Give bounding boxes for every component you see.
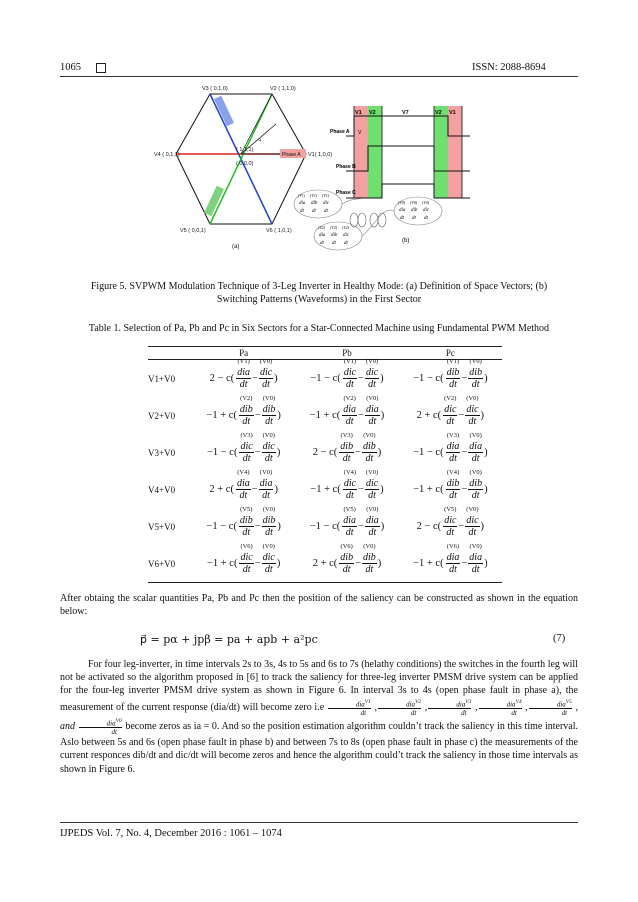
formula-pa: 2 + c( (V4) dia dt − (V0) dia dt ) [209,469,278,501]
svg-text:dt: dt [400,216,404,221]
svg-text:(V2): (V2) [318,225,326,230]
figure-caption: Figure 5. SVPWM Modulation Technique of 3-Leg Inverter in Healthy Mode: (a) Definition of Space Vectors; (b) Switching Patterns (Waveforms) in the First Sector [90,281,548,305]
figure-5 [150,76,490,252]
svg-text:dia: dia [319,233,326,238]
formula-pc: 2 − c( (V5) dic dt − (V0) dic dt ) [416,506,485,538]
table-row [148,508,502,545]
svg-text:(V2): (V2) [342,225,350,230]
comma: , [472,701,478,713]
derivative-group-2 [314,222,362,250]
cell-pa [192,508,295,545]
svg-text:dia: dia [399,208,406,213]
derivative-group-1 [294,190,342,218]
svg-text:(V1): (V1) [322,193,330,198]
page-number: 1065 [60,62,81,73]
formula-pc: −1 + c( (V4) dib dt − (V0) dib dt ) [413,469,488,501]
inline-frac-v1: dia$^{V1}$ dt [328,698,371,717]
cell-pc [399,434,502,471]
svg-text:V7: V7 [402,110,409,116]
table-row [148,471,502,508]
svg-text:dt: dt [312,209,316,214]
svg-text:(V0): (V0) [410,200,418,205]
svg-text:dt: dt [424,216,428,221]
column-header-pc: Pc [399,347,502,360]
paragraph-2 [60,658,578,776]
svg-text:dt: dt [320,241,324,246]
comma: , [572,701,579,713]
svg-text:dia: dia [299,201,306,206]
phase-a-label: Phase A [330,129,350,135]
svg-text:V1: V1 [355,110,362,116]
cell-pb [295,360,398,398]
cell-pc [399,545,502,583]
square-icon [96,63,106,73]
svg-text:dib: dib [331,233,338,238]
cell-pa [192,471,295,508]
inline-frac-v5: dia$^{V5}$ dt [529,698,572,717]
svg-text:dt: dt [332,241,336,246]
paragraph-2-part-2: become zeros as ia = 0. And so the position estimation algorithm couldn’t track the saliency in this time interval. Aslo between 5s and 6s (open phase fault in phase b) and between 7s to 8s (open phase fault in phase c) the measurements of the current responces dib/dt and dic/dt will become zeros and hence the algorithm could’t track the saliency in those time intervals as shown in Figure 6. [60,720,579,775]
row-label: V6+V0 [148,545,192,583]
phase-c-label: Phase C [336,190,356,196]
cell-pb [295,508,398,545]
cell-pc [399,508,502,545]
footer-rule [60,822,578,823]
svg-text:dt: dt [412,216,416,221]
formula-pc: 2 + c( (V2) dic dt − (V0) dic dt ) [416,395,485,427]
svg-text:dic: dic [423,208,430,213]
selection-table [148,346,502,583]
cell-pc [399,397,502,434]
cell-pb [295,397,398,434]
table-row [148,397,502,434]
equation-7: p⃗ = pα + jpβ = pa + apb + a²pc [140,633,318,646]
row-label: V1+V0 [148,373,176,384]
v6-label: V6 ( 1,0,1) [266,228,292,234]
svg-text:dt: dt [300,209,304,214]
table-caption: Table 1. Selection of Pa, Pb and Pc in Six Sectors for a Star-Connected Machine using Fundamental PWM Method [88,323,550,334]
formula-pb: −1 + c( (V4) dic dt − (V0) dic dt ) [310,469,384,501]
formula-pc: −1 − c( (V1) dib dt − (V0) dib dt ) [413,358,488,390]
formula-pb: 2 − c( (V3) dib dt − (V0) dib dt ) [312,432,382,464]
row-label: V3+V0 [148,447,176,458]
formula-pa: −1 + c( (V6) dic dt − (V0) dic dt ) [206,543,281,575]
svg-text:V1: V1 [449,110,456,116]
svg-text:(V1): (V1) [310,193,318,198]
paragraph-1: After obtaing the scalar quantities Pa, Pb and Pc then the position of the saliency can be constructed as shown in the equation below: [60,593,578,618]
cell-pa [192,434,295,471]
svg-text:dt: dt [344,241,348,246]
svg-text:dic: dic [343,233,350,238]
svg-text:V2: V2 [435,110,442,116]
column-header-pa: Pa [192,347,295,360]
formula-pa: −1 − c( (V3) dic dt − (V0) dic dt ) [206,432,281,464]
svg-text:(V0): (V0) [422,200,430,205]
inline-frac-v0: dia$^{V0}$ dt [79,717,122,736]
formula-pb: −1 − c( (V5) dia dt − (V0) dia dt ) [309,506,385,538]
formula-pb: −1 − c( (V1) dic dt − (V0) dic dt ) [310,358,384,390]
column-header-corner [148,347,192,360]
svg-text:dib: dib [311,201,318,206]
cell-pa [192,545,295,583]
space-vector-hexagon [154,86,332,250]
comma: , [522,701,528,713]
inline-frac-v4: dia$^{V4}$ dt [479,698,522,717]
v5-label: V5 ( 0,0,1) [180,228,206,234]
comma: , [422,701,428,713]
table-row [148,434,502,471]
column-header-pb: Pb [295,347,398,360]
formula-pc: −1 − c( (V3) dia dt − (V0) dia dt ) [413,432,488,464]
cell-pc [399,471,502,508]
table-row [148,545,502,583]
page-footer: IJPEDS Vol. 7, No. 4, December 2016 : 1061 – 1074 [60,828,282,839]
cell-pb [295,434,398,471]
paragraph-2-part-1: For four leg-inverter, in time intervals 2s to 3s, 4s to 5s and 6s to 7s (helathy conditions) the switches in the fourth leg will not be activated so the algorithm proposed in [6] to track the saliency for three-leg inverter PMSM drive system can be applied for the four-leg inverter PMSM drive system as shown in Figure 6. In interval 3s to 4s (open phase fault in phase a), the measurement of the current response (dia/dt) will become zero i.e [60,659,578,713]
cell-pb [295,545,398,583]
formula-pc: −1 + c( (V6) dia dt − (V0) dia dt ) [413,543,488,575]
svg-text:V2: V2 [369,110,376,116]
phase-b-label: Phase B [336,164,356,170]
svg-text:V: V [358,130,362,136]
cell-pc [399,360,502,398]
row-label: V4+V0 [148,484,176,495]
journal-issn: ISSN: 2088-8694 [472,62,546,73]
switching-waveform [330,106,470,244]
formula-pa: 2 − c( (V1) dia dt − (V0) dic dt ) [209,358,278,390]
svg-text:(V1): (V1) [298,193,306,198]
formula-pa: −1 − c( (V5) dib dt − (V0) dib dt ) [206,506,281,538]
cell-pb [295,471,398,508]
hex-phase-a-label: Phase A [282,152,301,158]
v3-label: V3 ( 0,1,0) [202,86,228,92]
svg-text:(V2): (V2) [330,225,338,230]
cell-pa [192,397,295,434]
formula-pa: −1 + c( (V2) dib dt − (V0) dib dt ) [206,395,281,427]
row-label: V2+V0 [148,410,176,421]
v7-label: ( 1,1,1) [236,147,254,153]
svg-text:dib: dib [411,208,418,213]
formula-pb: 2 + c( (V6) dib dt − (V0) dib dt ) [312,543,382,575]
formula-pb: −1 + c( (V2) dia dt − (V0) dia dt ) [309,395,385,427]
svg-text:dt: dt [324,209,328,214]
derivative-group-3 [394,197,442,225]
and-word: and [60,720,75,732]
v2-label: V2 ( 1,1,0) [270,86,296,92]
svg-text:(V0): (V0) [398,200,406,205]
comma: , [371,701,378,713]
subfig-a-label: (a) [232,244,240,250]
v4-label: V4 ( 0,1,1) [154,152,180,158]
subfig-b-label: (b) [402,238,410,244]
hex-ref-label: v [257,137,264,144]
equation-number: (7) [553,633,566,644]
v1-label: V1( 1,0,0) [308,152,333,158]
svg-text:dic: dic [323,201,330,206]
inline-frac-v2: dia$^{V2}$ dt [378,698,421,717]
table-row [148,360,502,398]
row-label: V5+V0 [148,521,176,532]
inline-frac-v3: dia$^{V3}$ dt [428,698,471,717]
v0-label: ( 0,0,0) [236,161,254,167]
cell-pa [192,360,295,398]
